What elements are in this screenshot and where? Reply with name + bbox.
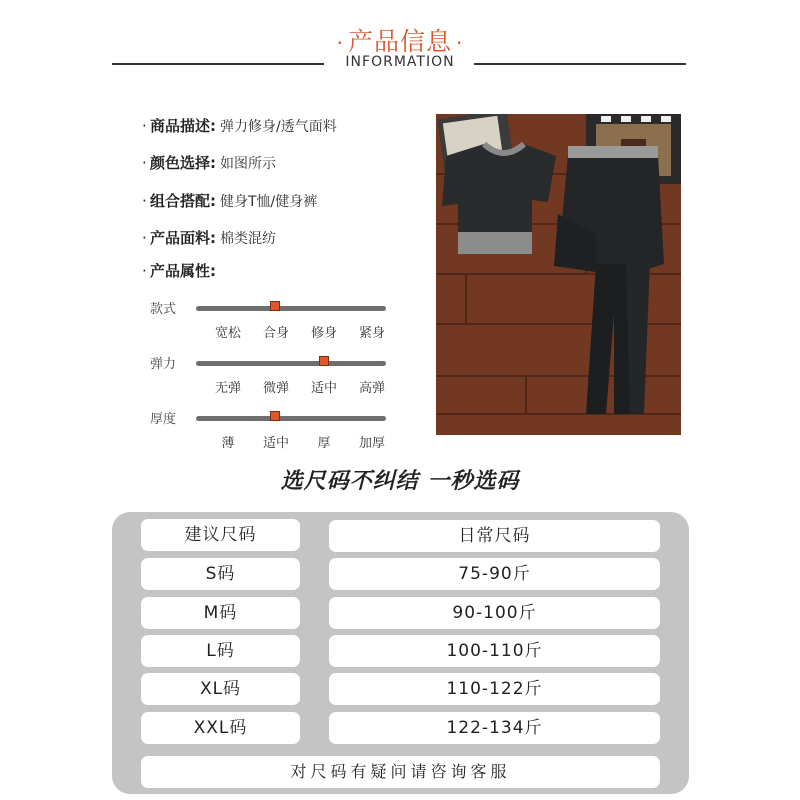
info-value: 如图所示 (220, 156, 276, 172)
slider-option: 适中 (262, 436, 289, 451)
slider-option: 宽松 (214, 326, 241, 341)
slider-name: 款式 (150, 302, 177, 317)
slider-option: 适中 (310, 381, 337, 396)
info-label: 商品描述: (150, 117, 216, 135)
slider-name: 弹力 (150, 357, 177, 372)
size-cell: XXL码 (141, 712, 300, 744)
bullet: · (142, 154, 147, 172)
info-label: 产品面料: (150, 229, 216, 247)
subtitle-row (0, 54, 800, 74)
weight-cell: 100-110斤 (329, 635, 660, 667)
info-item-description (142, 115, 337, 137)
info-label: 颜色选择: (150, 154, 216, 172)
size-header-daily: 日常尺码 (329, 520, 660, 552)
size-cell: S码 (141, 558, 300, 590)
weight-cell: 122-134斤 (329, 712, 660, 744)
info-item-combo (142, 190, 317, 212)
info-value: 弹力修身/透气面料 (220, 119, 337, 135)
info-label: 产品属性: (150, 262, 216, 280)
title-dot-left: · (336, 31, 344, 55)
divider-right (474, 63, 686, 65)
slider-option: 高弹 (358, 381, 385, 396)
section-title-text: 产品信息 (347, 27, 452, 56)
slider-thumb (270, 411, 280, 421)
size-heading: 选尺码不纠结 一秒选码 (280, 469, 520, 494)
bullet: · (142, 229, 147, 247)
divider-left (112, 63, 324, 65)
info-value: 棉类混纺 (220, 231, 276, 247)
bullet: · (142, 117, 147, 135)
slider-option: 加厚 (358, 436, 385, 451)
attribute-slider-elasticity (150, 353, 390, 403)
bullet: · (142, 262, 147, 280)
slider-track (196, 306, 386, 311)
size-header-suggested: 建议尺码 (141, 519, 300, 551)
slider-option: 紧身 (358, 326, 385, 341)
customer-service-note: 对尺码有疑问请咨询客服 (141, 756, 660, 788)
slider-track (196, 361, 386, 366)
info-item-attributes (142, 260, 216, 282)
slider-option: 修身 (310, 326, 337, 341)
weight-cell: 110-122斤 (329, 673, 660, 705)
info-value: 健身T恤/健身裤 (220, 194, 318, 210)
slider-thumb (319, 356, 329, 366)
slider-option: 微弹 (262, 381, 289, 396)
info-item-color (142, 152, 276, 174)
slider-name: 厚度 (150, 412, 177, 427)
size-cell: M码 (141, 597, 300, 629)
slider-options (196, 432, 396, 451)
slider-option: 薄 (221, 436, 235, 451)
section-title (0, 22, 800, 58)
bullet: · (142, 192, 147, 210)
slider-option: 合身 (262, 326, 289, 341)
slider-option: 厚 (317, 436, 331, 451)
slider-options (196, 377, 396, 396)
section-subtitle: INFORMATION (345, 54, 455, 70)
slider-options (196, 322, 396, 341)
weight-cell: 90-100斤 (329, 597, 660, 629)
size-cell: L码 (141, 635, 300, 667)
slider-option: 无弹 (214, 381, 241, 396)
title-dot-right: · (456, 31, 464, 55)
size-cell: XL码 (141, 673, 300, 705)
slider-track (196, 416, 386, 421)
attribute-slider-style (150, 298, 390, 348)
slider-thumb (270, 301, 280, 311)
attribute-slider-thickness (150, 408, 390, 458)
info-item-fabric (142, 227, 276, 249)
product-photo (436, 114, 681, 435)
info-label: 组合搭配: (150, 192, 216, 210)
weight-cell: 75-90斤 (329, 558, 660, 590)
